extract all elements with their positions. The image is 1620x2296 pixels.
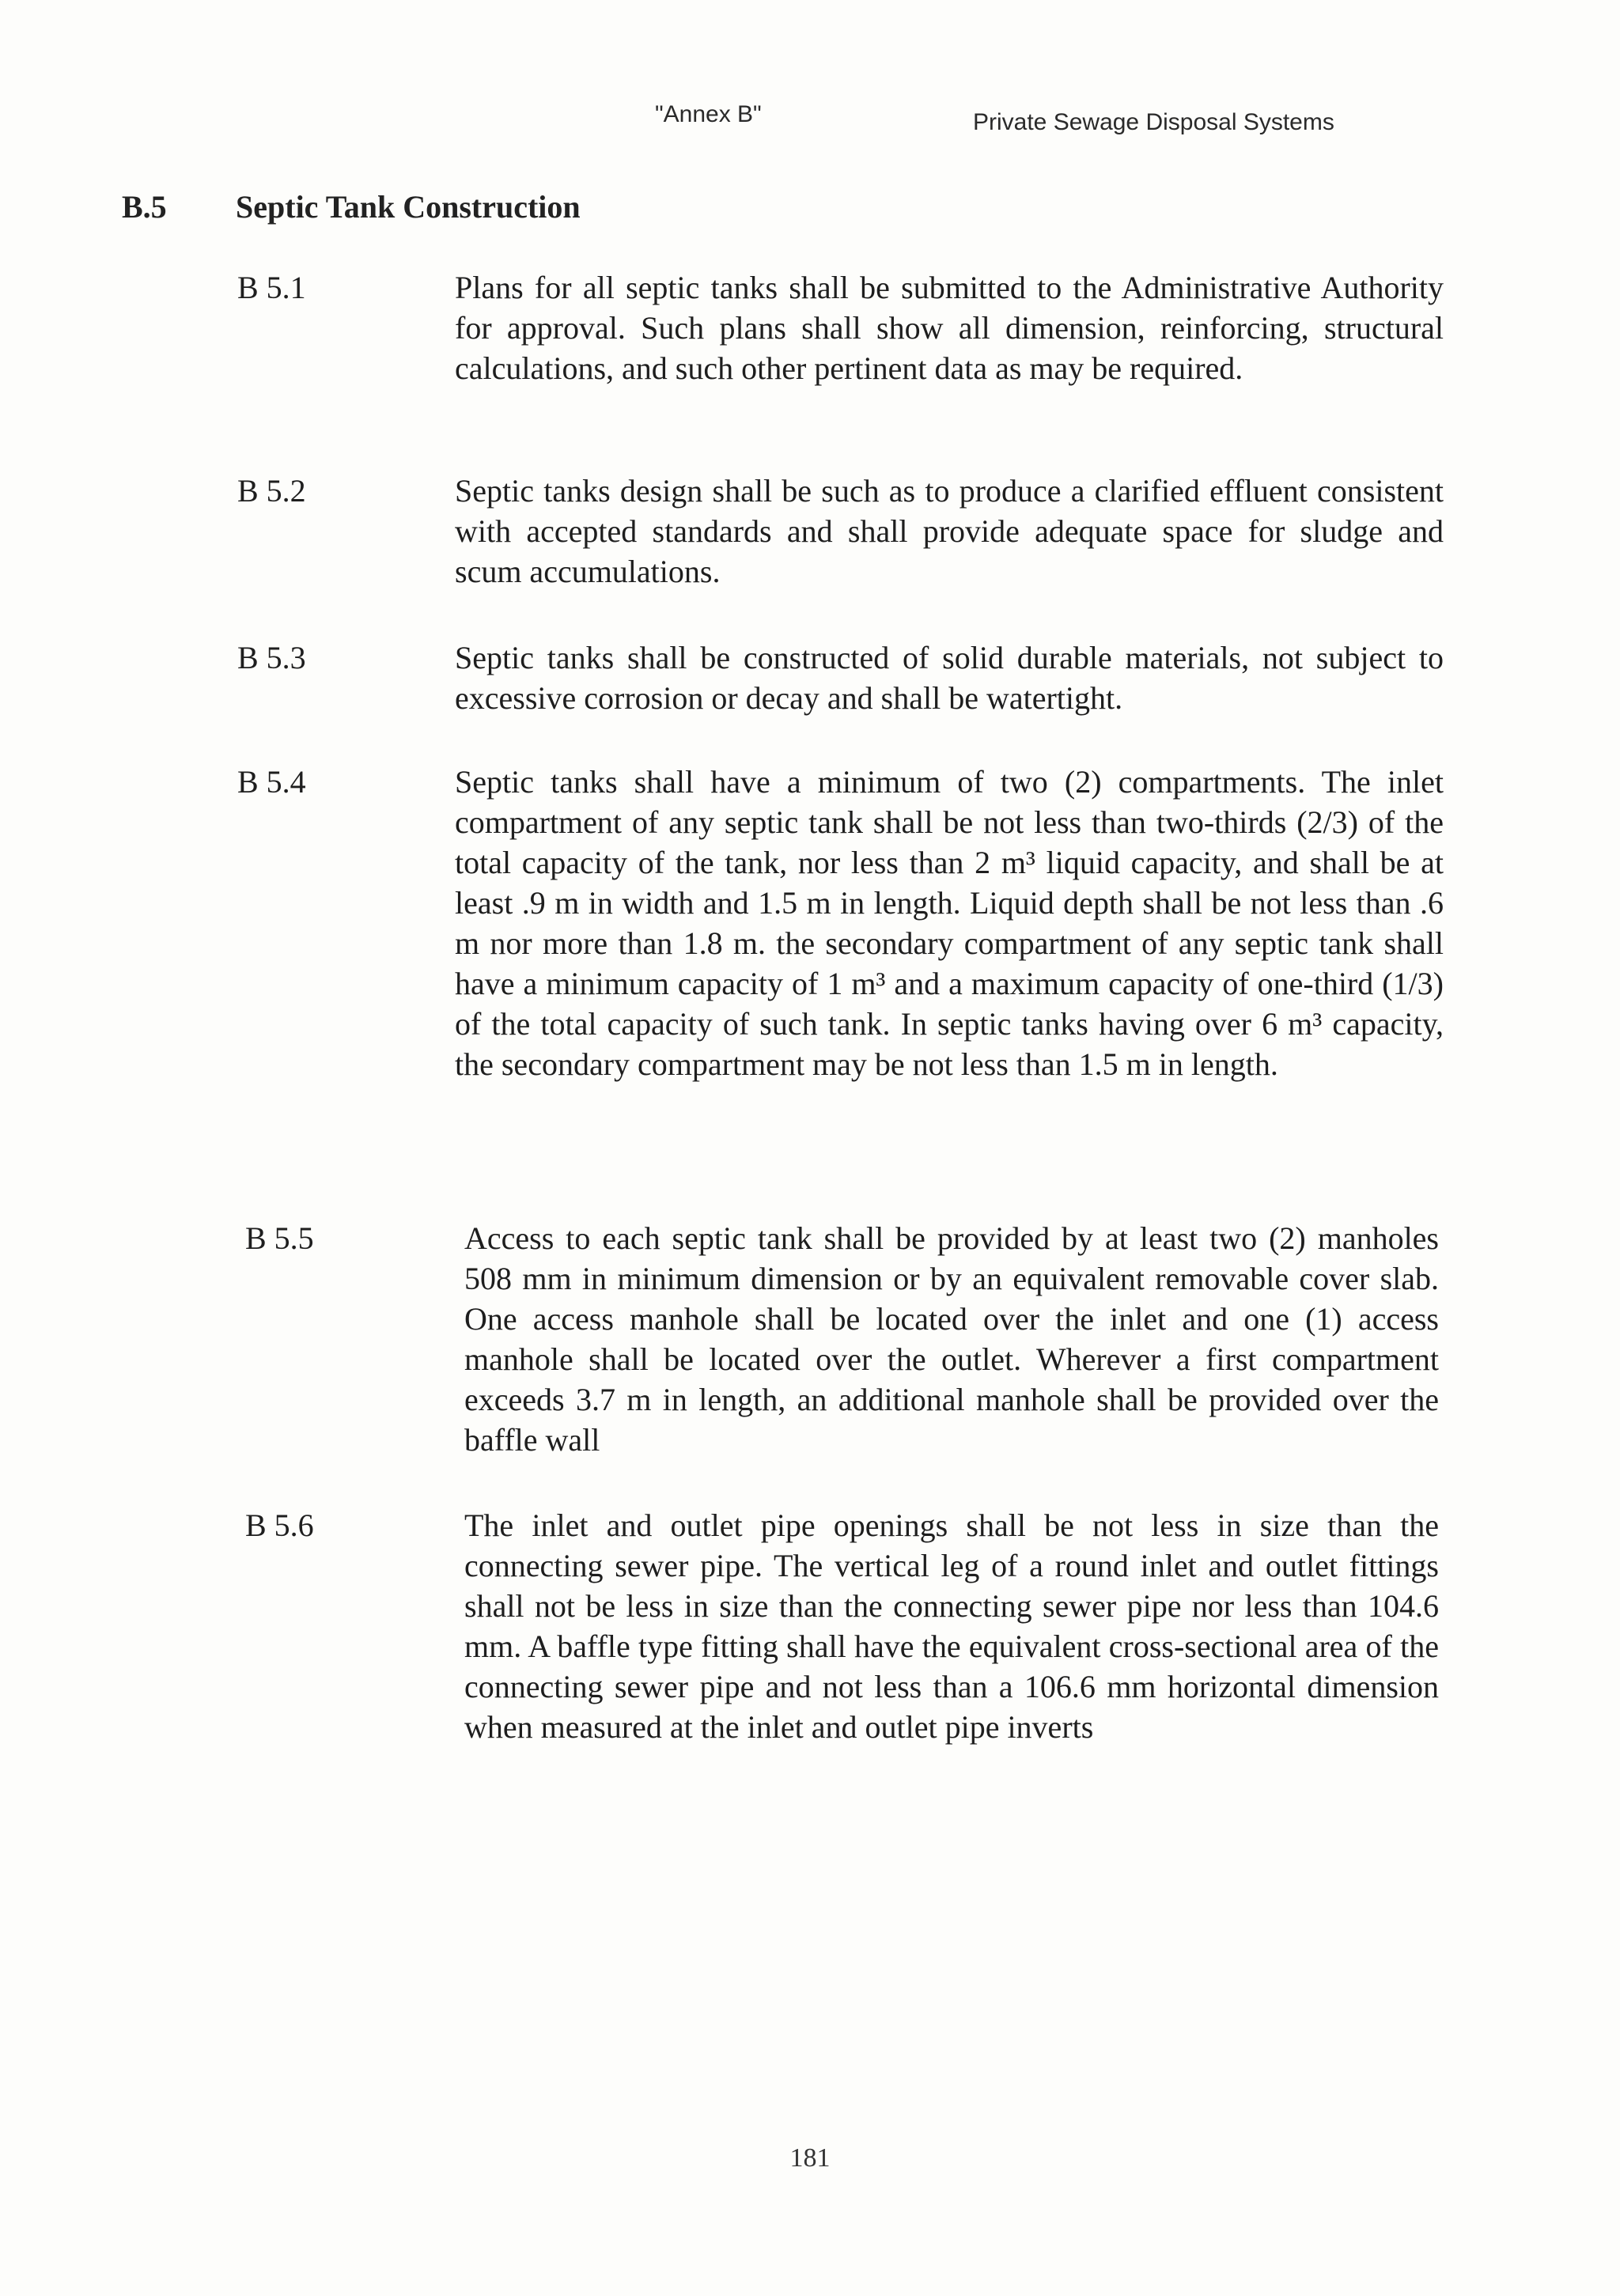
clause-text: Septic tanks shall have a minimum of two (2) compartments. The inlet compartment of any septic tank shall be not less than two-thirds (2/3) of the total capacity of the tank, nor less than 2 m³ liquid capacity, and shall be at least .9 m in width and 1.5 m in length. Liquid depth shall be not less than .6 m nor more than 1.8 m. the secondary compartment of any septic tank shall have a minimum capacity of 1 m³ and a maximum capacity of one-third (1/3) of the total capacity of such tank. In septic tanks having over 6 m³ capacity, the secondary compartment may be not less than 1.5 m in length.: [455, 764, 1444, 1082]
section-number: B.5: [122, 189, 167, 225]
clause-number: B 5.3: [237, 640, 306, 675]
clause-number: B 5.1: [237, 270, 306, 305]
annex-label: "Annex B": [655, 101, 762, 127]
clause-number: B 5.6: [245, 1507, 314, 1543]
clause-text: Plans for all septic tanks shall be submitted to the Administrative Authority for approval. Such plans shall show all dimension, reinforcing, structural calculations, and such other pertinent data as may be required.: [455, 270, 1444, 386]
clause-text: Access to each septic tank shall be provided by at least two (2) manholes 508 mm in minimum dimension or by an equivalent removable cover slab. One access manhole shall be located over the inlet and one (1) access manhole shall be located over the outlet. Wherever a first compartment exceeds 3.7 m in length, an additional manhole shall be provided over the baffle wall: [464, 1220, 1439, 1458]
page-number: 181: [789, 2143, 831, 2173]
running-title: Private Sewage Disposal Systems: [973, 109, 1334, 135]
clause-number: B 5.5: [245, 1220, 314, 1256]
section-title: Septic Tank Construction: [236, 189, 581, 225]
clause-number: B 5.2: [237, 473, 306, 509]
section-heading: [122, 188, 581, 225]
clause-text: The inlet and outlet pipe openings shall be not less in size than the connecting sewer pipe. The vertical leg of a round inlet and outlet fittings shall not be less in size than the connecting sewer pipe nor less than 104.6 mm. A baffle type fitting shall have the equivalent cross-sectional area of the connecting sewer pipe and not less than a 106.6 mm horizontal dimension when measured at the inlet and outlet pipe inverts: [464, 1507, 1439, 1745]
page-header: [0, 101, 1620, 141]
clause-text: Septic tanks shall be constructed of solid durable materials, not subject to excessive corrosion or decay and shall be watertight.: [455, 640, 1444, 716]
clause-text: Septic tanks design shall be such as to produce a clarified effluent consistent with accepted standards and shall provide adequate space for sludge and scum accumulations.: [455, 473, 1444, 589]
clause-number: B 5.4: [237, 764, 306, 800]
